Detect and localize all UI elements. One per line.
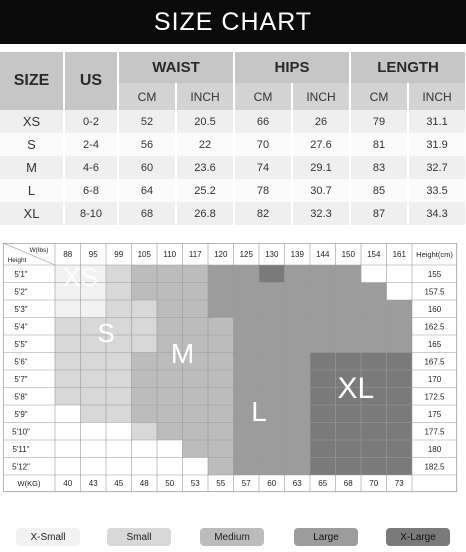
weight-kg-label: 43 xyxy=(88,479,98,488)
fit-cell xyxy=(310,318,336,336)
fit-cell xyxy=(387,405,413,423)
legend-small: Small xyxy=(107,528,171,546)
fit-cell xyxy=(361,458,387,476)
fit-cell xyxy=(234,458,260,476)
fit-cell xyxy=(183,458,209,476)
fit-cell xyxy=(55,458,81,476)
fit-cell xyxy=(285,370,311,388)
waist-inch-cell: 22 xyxy=(176,133,234,156)
fit-cell xyxy=(81,370,107,388)
fit-cell xyxy=(310,300,336,318)
fit-cell xyxy=(336,300,362,318)
length-inch-cell: 34.3 xyxy=(408,202,466,225)
header-length: LENGTH xyxy=(350,52,466,83)
fit-cell xyxy=(310,335,336,353)
zone-label-xs: XS xyxy=(63,262,98,292)
fit-cell xyxy=(183,318,209,336)
fit-cell xyxy=(208,423,234,441)
fit-cell xyxy=(55,388,81,406)
fit-cell xyxy=(208,318,234,336)
fit-cell xyxy=(361,335,387,353)
weight-kg-label: 40 xyxy=(63,479,73,488)
fit-cell xyxy=(106,405,132,423)
header-size: SIZE xyxy=(0,52,64,110)
fit-cell xyxy=(157,458,183,476)
fit-cell xyxy=(310,265,336,283)
fit-cell xyxy=(208,283,234,301)
fit-cell xyxy=(106,370,132,388)
weight-lbs-label: 125 xyxy=(239,250,253,259)
kg-header: W(KG) xyxy=(17,479,41,488)
us-cell: 0-2 xyxy=(64,110,118,133)
height-cm-label: 155 xyxy=(427,269,442,279)
fit-cell xyxy=(387,458,413,476)
fit-cell xyxy=(259,283,285,301)
corner-height-label: Height xyxy=(7,257,27,264)
length-cm-cell: 83 xyxy=(350,156,408,179)
unit-inch: INCH xyxy=(176,83,234,110)
fit-cell xyxy=(259,318,285,336)
fit-cell xyxy=(132,283,158,301)
legend-x-large: X-Large xyxy=(386,528,450,546)
height-cm-label: 175 xyxy=(427,409,442,419)
page-title: SIZE CHART xyxy=(0,0,466,44)
weight-lbs-label: 99 xyxy=(114,250,124,259)
weight-lbs-label: 144 xyxy=(316,250,330,259)
size-cell: XL xyxy=(0,202,64,225)
fit-chart-svg xyxy=(3,243,463,517)
fit-cell xyxy=(361,300,387,318)
fit-cell xyxy=(132,423,158,441)
height-cm-label: 177.5 xyxy=(424,427,445,437)
fit-cell xyxy=(361,318,387,336)
fit-cell xyxy=(157,388,183,406)
weight-lbs-label: 154 xyxy=(367,250,381,259)
weight-kg-label: 65 xyxy=(318,479,328,488)
fit-cell xyxy=(208,335,234,353)
fit-cell xyxy=(387,300,413,318)
size-cell: L xyxy=(0,179,64,202)
fit-cell xyxy=(106,283,132,301)
fit-cell xyxy=(387,388,413,406)
fit-cell xyxy=(285,335,311,353)
weight-kg-label: 73 xyxy=(394,479,404,488)
fit-cell xyxy=(132,265,158,283)
length-cm-cell: 85 xyxy=(350,179,408,202)
fit-cell xyxy=(259,335,285,353)
length-inch-cell: 33.5 xyxy=(408,179,466,202)
fit-cell xyxy=(132,405,158,423)
fit-cell xyxy=(157,370,183,388)
fit-cell xyxy=(336,458,362,476)
fit-cell xyxy=(387,265,413,283)
height-ft-label: 5'1" xyxy=(14,269,28,279)
fit-cell xyxy=(336,265,362,283)
fit-cell xyxy=(132,388,158,406)
height-cm-label: 182.5 xyxy=(424,462,445,472)
fit-cell xyxy=(157,405,183,423)
waist-cm-cell: 56 xyxy=(118,133,176,156)
fit-cell xyxy=(259,458,285,476)
weight-lbs-label: 95 xyxy=(88,250,98,259)
fit-cell xyxy=(336,440,362,458)
fit-cell xyxy=(183,265,209,283)
weight-lbs-label: 120 xyxy=(214,250,228,259)
waist-cm-cell: 64 xyxy=(118,179,176,202)
fit-cell xyxy=(132,458,158,476)
height-cm-label: 172.5 xyxy=(424,392,445,402)
fit-cell xyxy=(183,440,209,458)
unit-inch: INCH xyxy=(292,83,350,110)
table-row xyxy=(0,202,466,225)
fit-cell xyxy=(208,458,234,476)
fit-cell xyxy=(361,423,387,441)
fit-cell xyxy=(183,370,209,388)
weight-kg-label: 48 xyxy=(139,479,149,488)
fit-cell xyxy=(157,300,183,318)
us-cell: 6-8 xyxy=(64,179,118,202)
fit-cell xyxy=(55,440,81,458)
fit-cell xyxy=(285,458,311,476)
waist-cm-cell: 52 xyxy=(118,110,176,133)
fit-cell xyxy=(81,353,107,371)
fit-cell xyxy=(208,353,234,371)
fit-cell xyxy=(310,370,336,388)
fit-cell xyxy=(81,458,107,476)
fit-cell xyxy=(259,353,285,371)
height-ft-label: 5'3" xyxy=(14,304,28,314)
fit-cell xyxy=(361,440,387,458)
fit-cell xyxy=(157,440,183,458)
fit-cell xyxy=(234,318,260,336)
height-cm-label: 180 xyxy=(427,444,442,454)
height-ft-label: 5'2" xyxy=(14,287,28,297)
weight-kg-label: 57 xyxy=(241,479,251,488)
fit-cell xyxy=(310,388,336,406)
legend xyxy=(0,528,466,548)
zone-label-l: L xyxy=(251,395,267,427)
fit-cell xyxy=(106,300,132,318)
fit-cell xyxy=(81,440,107,458)
legend-medium: Medium xyxy=(200,528,264,546)
hips-inch-cell: 29.1 xyxy=(292,156,350,179)
weight-kg-label: 70 xyxy=(369,479,379,488)
fit-cell xyxy=(285,265,311,283)
fit-cell xyxy=(361,283,387,301)
fit-cell xyxy=(234,335,260,353)
fit-cell xyxy=(55,370,81,388)
hips-inch-cell: 26 xyxy=(292,110,350,133)
fit-cell xyxy=(234,370,260,388)
us-cell: 8-10 xyxy=(64,202,118,225)
fit-cell xyxy=(106,388,132,406)
waist-inch-cell: 26.8 xyxy=(176,202,234,225)
table-row xyxy=(0,110,466,133)
height-cm-header: Height(cm) xyxy=(416,250,453,259)
hips-inch-cell: 27.6 xyxy=(292,133,350,156)
hips-inch-cell: 30.7 xyxy=(292,179,350,202)
fit-cell xyxy=(183,388,209,406)
table-row xyxy=(0,133,466,156)
fit-cell xyxy=(259,300,285,318)
height-cm-label: 162.5 xyxy=(424,322,445,332)
fit-cell xyxy=(208,300,234,318)
height-cm-label: 160 xyxy=(427,304,442,314)
weight-kg-label: 50 xyxy=(165,479,175,488)
fit-cell xyxy=(259,440,285,458)
weight-lbs-label: 110 xyxy=(163,250,177,259)
fit-cell xyxy=(285,423,311,441)
hips-cm-cell: 78 xyxy=(234,179,292,202)
fit-cell xyxy=(208,388,234,406)
fit-cell xyxy=(336,405,362,423)
height-cm-label: 157.5 xyxy=(424,287,445,297)
height-ft-label: 5'6" xyxy=(14,357,28,367)
fit-cell xyxy=(81,423,107,441)
fit-cell xyxy=(208,265,234,283)
fit-cell xyxy=(157,318,183,336)
unit-cm: CM xyxy=(350,83,408,110)
legend-x-small: X-Small xyxy=(16,528,80,546)
waist-inch-cell: 23.6 xyxy=(176,156,234,179)
corner-weight-label: W(lbs) xyxy=(29,247,49,254)
header-us: US xyxy=(64,52,118,110)
fit-cell xyxy=(234,283,260,301)
fit-cell xyxy=(310,423,336,441)
hips-cm-cell: 74 xyxy=(234,156,292,179)
hips-cm-cell: 66 xyxy=(234,110,292,133)
fit-cell xyxy=(336,353,362,371)
fit-cell xyxy=(106,423,132,441)
fit-cell xyxy=(55,318,81,336)
fit-cell xyxy=(106,265,132,283)
fit-cell xyxy=(132,370,158,388)
height-ft-label: 5'5" xyxy=(14,339,28,349)
fit-cell xyxy=(81,300,107,318)
length-cm-cell: 81 xyxy=(350,133,408,156)
fit-cell xyxy=(106,353,132,371)
fit-cell xyxy=(132,440,158,458)
fit-cell xyxy=(259,265,285,283)
fit-cell xyxy=(387,423,413,441)
waist-inch-cell: 25.2 xyxy=(176,179,234,202)
fit-cell xyxy=(387,353,413,371)
size-measurement-table xyxy=(0,52,466,225)
fit-cell xyxy=(55,405,81,423)
height-cm-label: 165 xyxy=(427,339,442,349)
table-row xyxy=(0,156,466,179)
length-inch-cell: 31.9 xyxy=(408,133,466,156)
fit-cell xyxy=(387,335,413,353)
fit-cell xyxy=(361,265,387,283)
fit-cell xyxy=(285,283,311,301)
height-cm-label: 167.5 xyxy=(424,357,445,367)
fit-cell xyxy=(55,353,81,371)
fit-cell xyxy=(234,440,260,458)
height-ft-label: 5'11" xyxy=(12,444,30,454)
fit-cell xyxy=(285,300,311,318)
fit-cell xyxy=(310,458,336,476)
weight-kg-label: 68 xyxy=(343,479,353,488)
length-cm-cell: 79 xyxy=(350,110,408,133)
fit-cell xyxy=(157,283,183,301)
height-ft-label: 5'4" xyxy=(14,322,28,332)
table-row xyxy=(0,179,466,202)
fit-cell xyxy=(81,388,107,406)
fit-cell xyxy=(285,318,311,336)
height-ft-label: 5'10" xyxy=(12,427,30,437)
fit-cell xyxy=(336,335,362,353)
fit-cell xyxy=(387,283,413,301)
zone-label-xl: XL xyxy=(337,372,375,405)
weight-lbs-label: 130 xyxy=(265,250,279,259)
fit-cell xyxy=(106,440,132,458)
height-ft-label: 5'12" xyxy=(12,462,30,472)
length-inch-cell: 32.7 xyxy=(408,156,466,179)
fit-cell xyxy=(183,283,209,301)
weight-lbs-label: 161 xyxy=(392,250,406,259)
waist-cm-cell: 68 xyxy=(118,202,176,225)
legend-large: Large xyxy=(294,528,358,546)
height-ft-label: 5'7" xyxy=(14,374,28,384)
fit-cell xyxy=(310,353,336,371)
fit-cell xyxy=(310,405,336,423)
fit-cell xyxy=(55,423,81,441)
fit-cell xyxy=(208,440,234,458)
fit-cell xyxy=(361,353,387,371)
header-hips: HIPS xyxy=(234,52,350,83)
fit-cell xyxy=(132,318,158,336)
unit-cm: CM xyxy=(234,83,292,110)
fit-cell xyxy=(336,283,362,301)
weight-kg-label: 45 xyxy=(114,479,124,488)
fit-cell xyxy=(336,318,362,336)
fit-cell xyxy=(234,300,260,318)
fit-cell xyxy=(132,335,158,353)
unit-inch: INCH xyxy=(408,83,466,110)
height-ft-label: 5'8" xyxy=(14,392,28,402)
length-inch-cell: 31.1 xyxy=(408,110,466,133)
hips-cm-cell: 70 xyxy=(234,133,292,156)
fit-cell xyxy=(285,440,311,458)
fit-cell xyxy=(157,265,183,283)
fit-cell xyxy=(183,300,209,318)
size-cell: XS xyxy=(0,110,64,133)
weight-kg-label: 55 xyxy=(216,479,226,488)
zone-label-s: S xyxy=(97,318,115,348)
fit-cell xyxy=(387,440,413,458)
weight-kg-label: 63 xyxy=(292,479,302,488)
waist-inch-cell: 20.5 xyxy=(176,110,234,133)
us-cell: 2-4 xyxy=(64,133,118,156)
fit-cell xyxy=(310,283,336,301)
weight-kg-label: 53 xyxy=(190,479,200,488)
fit-cell xyxy=(387,370,413,388)
weight-lbs-label: 105 xyxy=(137,250,151,259)
fit-cell xyxy=(208,405,234,423)
fit-cell xyxy=(132,353,158,371)
fit-cell xyxy=(259,370,285,388)
weight-lbs-label: 88 xyxy=(63,250,73,259)
fit-cell xyxy=(336,423,362,441)
weight-lbs-label: 150 xyxy=(341,250,355,259)
fit-cell xyxy=(285,405,311,423)
height-weight-fit-chart xyxy=(3,243,463,517)
unit-cm: CM xyxy=(118,83,176,110)
fit-cell xyxy=(285,353,311,371)
fit-cell xyxy=(234,353,260,371)
hips-cm-cell: 82 xyxy=(234,202,292,225)
hips-inch-cell: 32.3 xyxy=(292,202,350,225)
fit-cell xyxy=(106,458,132,476)
weight-lbs-label: 139 xyxy=(290,250,304,259)
fit-cell xyxy=(234,265,260,283)
size-cell: M xyxy=(0,156,64,179)
header-waist: WAIST xyxy=(118,52,234,83)
fit-cell xyxy=(183,423,209,441)
fit-cell xyxy=(183,405,209,423)
weight-kg-label: 60 xyxy=(267,479,277,488)
length-cm-cell: 87 xyxy=(350,202,408,225)
fit-cell xyxy=(285,388,311,406)
fit-cell xyxy=(55,300,81,318)
height-cm-label: 170 xyxy=(427,374,442,384)
height-ft-label: 5'9" xyxy=(14,409,28,419)
fit-cell xyxy=(132,300,158,318)
fit-cell xyxy=(387,318,413,336)
fit-cell xyxy=(81,405,107,423)
size-cell: S xyxy=(0,133,64,156)
zone-label-m: M xyxy=(170,338,195,369)
fit-cell xyxy=(157,423,183,441)
weight-lbs-label: 117 xyxy=(188,250,202,259)
fit-cell xyxy=(208,370,234,388)
us-cell: 4-6 xyxy=(64,156,118,179)
fit-cell xyxy=(55,335,81,353)
fit-cell xyxy=(361,405,387,423)
fit-cell xyxy=(310,440,336,458)
waist-cm-cell: 60 xyxy=(118,156,176,179)
